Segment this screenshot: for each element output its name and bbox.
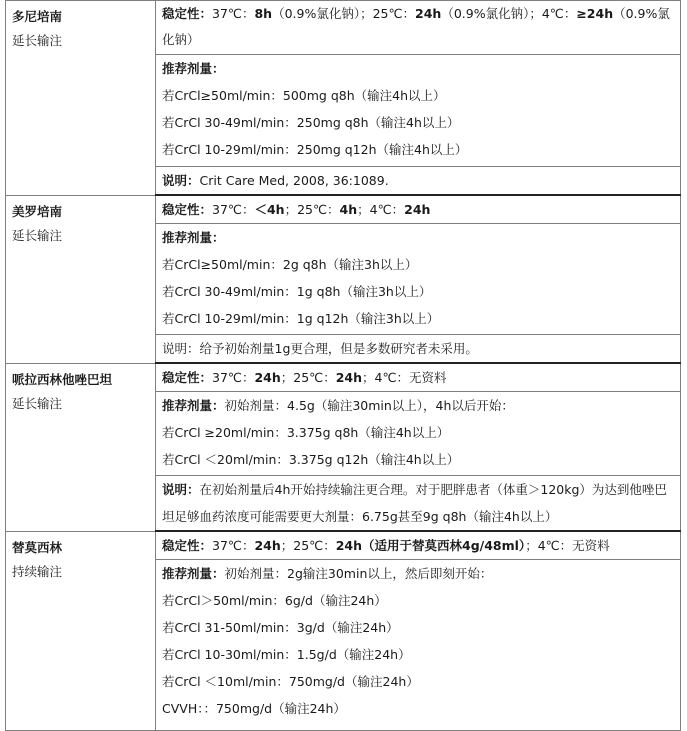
stability-value: 24h（适用于替莫西林4g/48ml） (335, 538, 526, 553)
drug-name: 美罗培南 (12, 203, 63, 219)
stability-cell (156, 195, 681, 224)
note-label: 说明： (162, 173, 200, 188)
dosing-line: 若CrCl 10-29ml/min：250mg q12h（输注4h以上） (162, 142, 468, 157)
dosing-cell (156, 224, 681, 335)
note-text: 给予初始剂量1g更合理，但是多数研究者未采用。 (199, 341, 478, 356)
infusion-method: 持续输注 (12, 563, 63, 579)
stability-cell (156, 1, 681, 55)
dosing-line: 若CrCl ＜10ml/min：750mg/d（输注24h） (162, 674, 419, 689)
stability-cell (156, 363, 681, 392)
stability-text: ；25℃： (280, 538, 336, 553)
note-text: Crit Care Med, 2008, 36:1089. (199, 173, 389, 188)
stability-value: ＜4h (254, 202, 285, 217)
table-row (6, 195, 681, 224)
dosing-line: 若CrCl 31-50ml/min：3g/d（输注24h） (162, 620, 399, 635)
dosing-line: 若CrCl 30-49ml/min：1g q8h（输注3h以上） (162, 284, 432, 299)
stability-label: 稳定性： (162, 538, 213, 553)
note-cell (156, 476, 681, 532)
note-label: 说明： (162, 482, 200, 497)
dosing-cell (156, 55, 681, 167)
stability-text: 37℃： (212, 202, 255, 217)
dosing-line: 若CrCl 10-30ml/min：1.5g/d（输注24h） (162, 647, 411, 662)
note-text: 在初始剂量后4h开始持续输注更合理。对于肥胖患者（体重＞120kg）为达到他唑巴坦足够血药浓度可能需要更大剂量：6.75g甚至9g q8h（输注4h以上） (162, 482, 667, 524)
dosing-line: 若CrCl ≥20ml/min：3.375g q8h（输注4h以上） (162, 425, 450, 440)
dosing-line: 若CrCl≥50ml/min：500mg q8h（输注4h以上） (162, 88, 446, 103)
stability-text: 37℃： (212, 538, 255, 553)
stability-value: 24h (254, 538, 281, 553)
drug-name-cell (6, 363, 156, 531)
stability-value: 24h (415, 6, 442, 21)
drug-name: 多尼培南 (12, 9, 63, 24)
stability-text: （0.9%氯化钠）；4℃： (441, 6, 577, 21)
dosing-line: 若CrCl 30-49ml/min：250mg q8h（输注4h以上） (162, 115, 460, 130)
stability-text: ；25℃： (280, 370, 336, 385)
dosing-line: CVVH：：750mg/d（输注24h） (162, 701, 346, 716)
stability-text: ；4℃： (357, 202, 405, 217)
dosing-label: 推荐剂量： (162, 61, 225, 76)
dosing-label: 推荐剂量： (162, 566, 225, 581)
dosing-cell (156, 392, 681, 476)
dosing-label: 推荐剂量： (162, 230, 225, 245)
drug-name-cell (6, 195, 156, 363)
note-cell (156, 167, 681, 196)
stability-label: 稳定性： (162, 202, 213, 217)
stability-text: （0.9%氯化钠）；25℃： (272, 6, 416, 21)
dosing-line: 若CrCl≥50ml/min：2g q8h（输注3h以上） (162, 257, 418, 272)
table-row (6, 531, 681, 560)
stability-text: ；4℃：无资料 (362, 370, 447, 385)
drug-name: 替莫西林 (12, 539, 63, 555)
dosing-line: 若CrCl ＜20ml/min：3.375g q12h（输注4h以上） (162, 452, 460, 467)
stability-value: 24h (335, 370, 363, 385)
drug-dosing-table (5, 0, 681, 731)
stability-value: ≥24h (576, 6, 614, 21)
dosing-label: 推荐剂量： (162, 398, 225, 413)
stability-value: 24h (254, 370, 281, 385)
stability-label: 稳定性： (162, 370, 213, 385)
drug-name-cell (6, 531, 156, 731)
stability-value: 8h (254, 6, 273, 21)
dosing-intro: 初始剂量：2g输注30min以上，然后即刻开始： (224, 566, 493, 581)
stability-value: 4h (339, 202, 358, 217)
drug-name-cell (6, 1, 156, 196)
drug-name: 哌拉西林他唑巴坦 (12, 371, 113, 387)
note-label: 说明： (162, 341, 200, 356)
stability-cell (156, 531, 681, 560)
dosing-cell (156, 560, 681, 731)
infusion-method: 延长输注 (12, 33, 63, 48)
infusion-method: 延长输注 (12, 395, 63, 411)
table-row (6, 1, 681, 55)
infusion-method: 延长输注 (12, 227, 63, 243)
stability-text: ；4℃：无资料 (525, 538, 610, 553)
dosing-line: 若CrCl 10-29ml/min：1g q12h（输注3h以上） (162, 311, 440, 326)
note-cell (156, 335, 681, 364)
stability-text: ；25℃： (284, 202, 340, 217)
table-row (6, 363, 681, 392)
stability-value: 24h (404, 202, 431, 217)
stability-label: 稳定性： (162, 6, 213, 21)
stability-text: 37℃： (212, 6, 255, 21)
stability-text: （0.9%氯化钠） (162, 6, 670, 47)
stability-text: 37℃： (212, 370, 255, 385)
dosing-intro: 初始剂量：4.5g（输注30min以上），4h以后开始： (224, 398, 514, 413)
dosing-line: 若CrCl＞50ml/min：6g/d（输注24h） (162, 593, 387, 608)
